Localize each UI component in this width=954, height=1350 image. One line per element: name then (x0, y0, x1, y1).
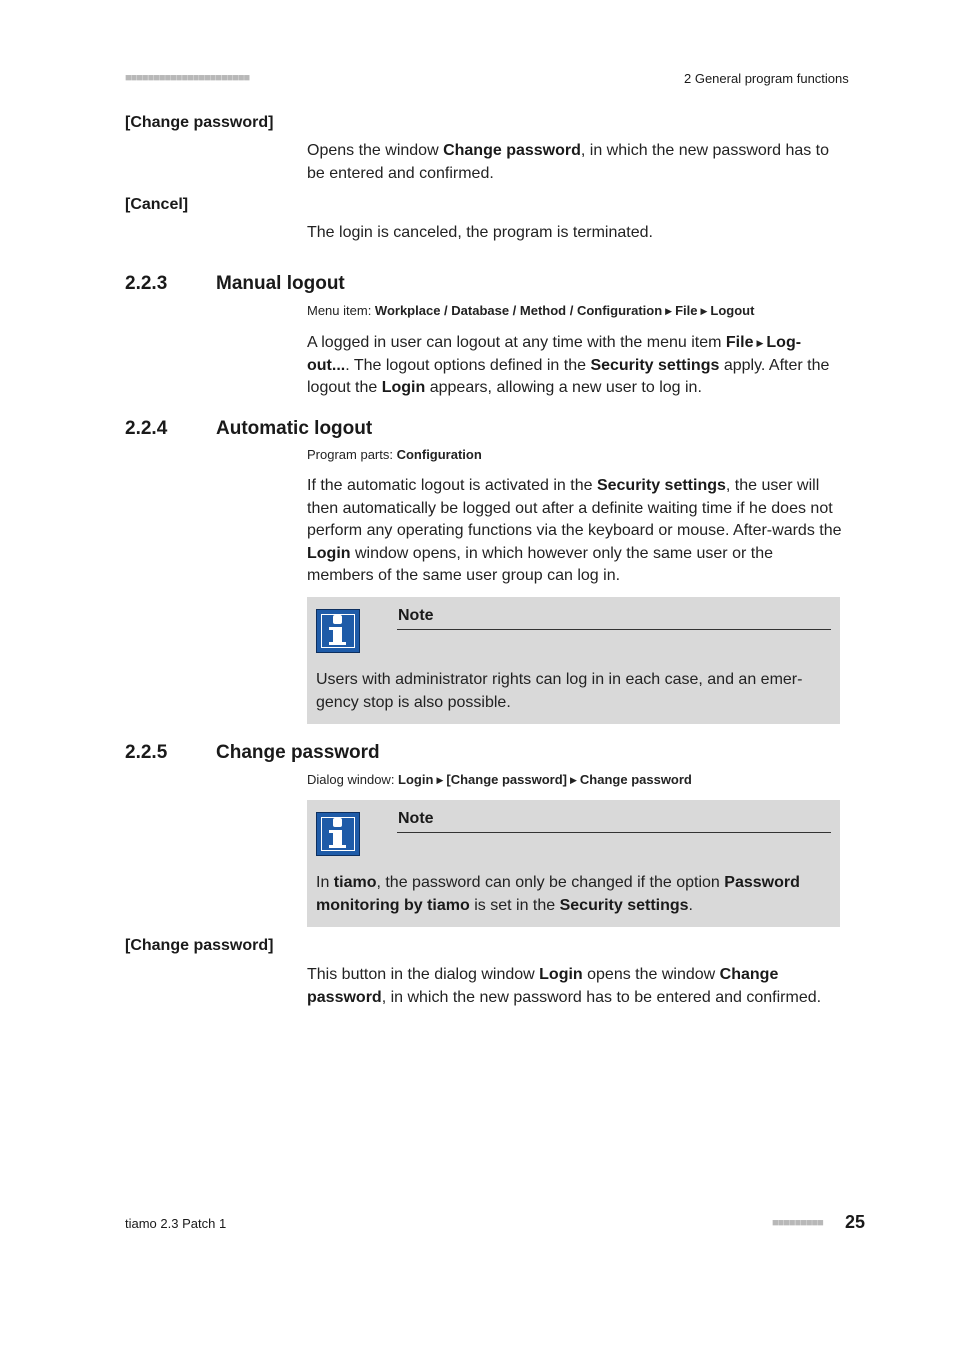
note-rule (397, 629, 831, 630)
term-cancel: [Cancel] (125, 196, 189, 213)
note-text: In tiamo, the password can only be changed if the option Password monitoring by tiamo is set in the Security settings. (316, 874, 800, 914)
dialog-window-path: Dialog window: Login ▶ [Change password] ▶ Change password (307, 772, 692, 787)
page-number: 25 (845, 1212, 866, 1232)
footer-product: tiamo 2.3 Patch 1 (125, 1216, 227, 1231)
section-title-manual-logout: Manual logout (216, 273, 345, 294)
submenu-arrow-icon: ▶ (756, 338, 764, 348)
section-number-2-2-4: 2.2.4 (125, 418, 168, 439)
section-title-change-password: Change password (216, 742, 380, 763)
menu-item-path: Menu item: Workplace / Database / Method / Configuration ▶ File ▶ Logout (307, 303, 755, 318)
info-icon (316, 812, 360, 856)
section-number-2-2-3: 2.2.3 (125, 273, 168, 294)
note-title: Note (398, 810, 434, 827)
note-rule (397, 832, 831, 833)
section-title-automatic-logout: Automatic logout (216, 418, 373, 439)
submenu-arrow-icon: ▶ (665, 306, 673, 316)
submenu-arrow-icon: ▶ (700, 306, 708, 316)
header-dots: ■■■■■■■■■■■■■■■■■■■■■■ (125, 72, 250, 84)
manual-logout-paragraph: A logged in user can logout at any time with the menu item File ▶ Log-out.... The logout options defined in the Security settings apply. After the logout the Login appears, allowing a new user to log in. (307, 334, 830, 396)
section-number-2-2-5: 2.2.5 (125, 742, 168, 763)
term-change-password: [Change password] (125, 114, 274, 131)
info-icon (316, 609, 360, 653)
term-change-password: [Change password] (125, 937, 274, 954)
note-box (307, 597, 840, 724)
note-box (307, 800, 840, 927)
submenu-arrow-icon: ▶ (436, 775, 444, 785)
term-cancel-description: The login is canceled, the program is terminated. (307, 224, 653, 241)
term-change-password-description: Opens the window Change password, in which the new password has to be entered and confirmed. (307, 142, 830, 182)
running-header: 2 General program functions (684, 71, 849, 86)
term-change-password-description: This button in the dialog window Login opens the window Change password, in which the new password has to be entered and confirmed. (307, 966, 822, 1006)
program-parts: Program parts: Configuration (307, 447, 482, 462)
note-title: Note (398, 607, 434, 624)
note-text: Users with administrator rights can log in in each case, and an emer-gency stop is also possible. (316, 671, 803, 711)
automatic-logout-paragraph: If the automatic logout is activated in the Security settings, the user will then automatically be logged out after a definite waiting time if he does not perform any operating functions via the keyboard or mouse. After-wards the Login window opens, in which however only the same user or the members of the same user group can log in. (307, 477, 842, 584)
footer-dots: ■■■■■■■■■ (772, 1217, 823, 1229)
submenu-arrow-icon: ▶ (569, 775, 577, 785)
